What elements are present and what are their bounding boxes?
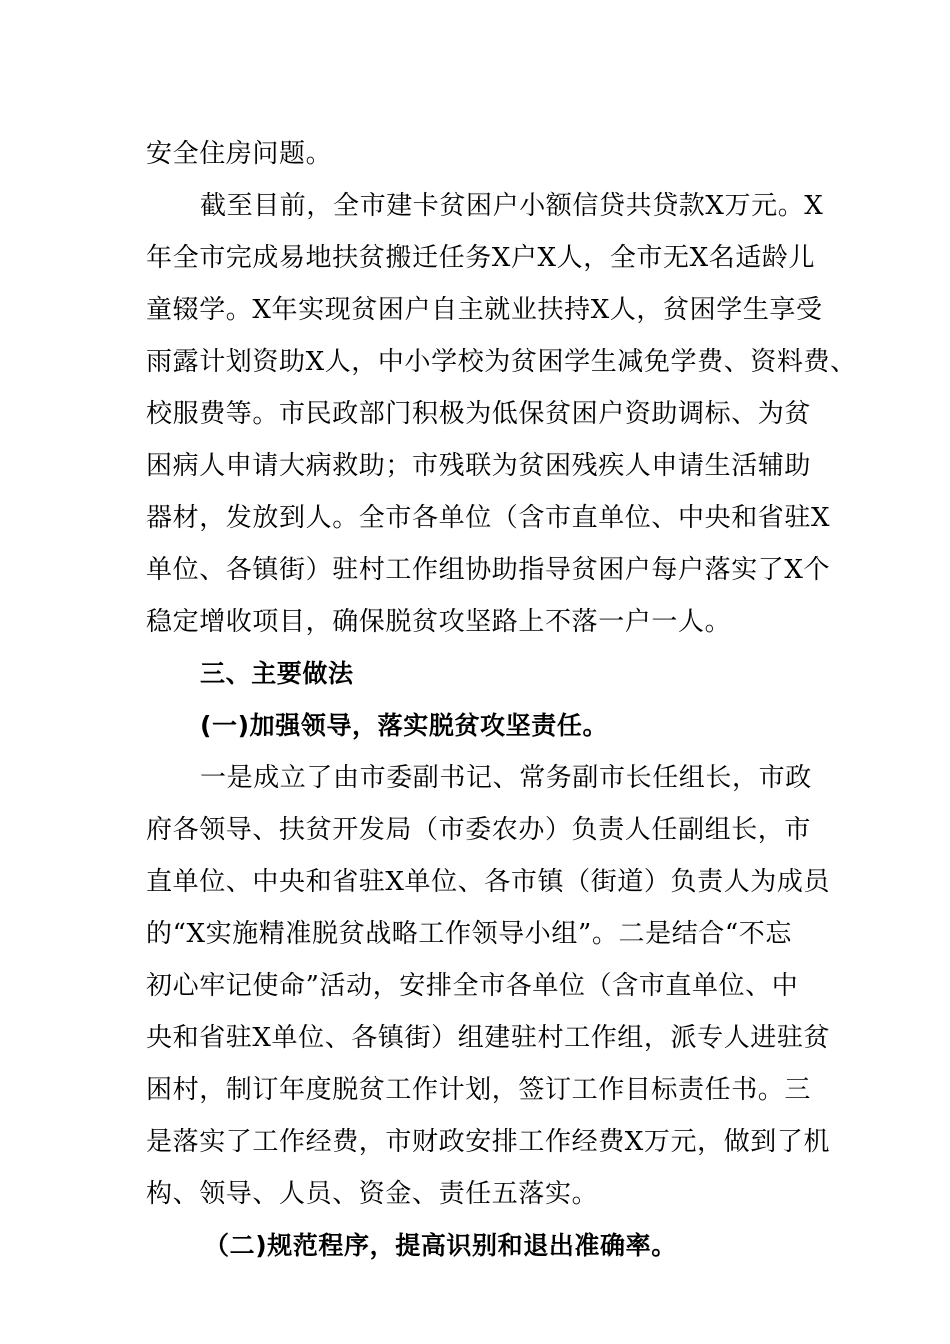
paragraph-line: 是落实了工作经费，市财政安排工作经费X万元，做到了机: [146, 1127, 831, 1157]
paragraph-line: 截至目前，全市建卡贫困户小额信贷共贷款X万元。X: [200, 191, 824, 221]
subsection-heading: （二)规范程序，提高识别和退出准确率。: [204, 1231, 677, 1260]
paragraph-line: 一是成立了由市委副书记、常务副市长任组长，市政: [200, 763, 812, 793]
document-body: [146, 128, 857, 1272]
paragraph-line: 年全市完成易地扶贫搬迁任务X户X人，全市无X名适龄儿: [146, 243, 816, 273]
paragraph-line: 困病人申请大病救助；市残联为贫困残疾人申请生活辅助: [146, 451, 812, 481]
section-heading: 三、主要做法: [200, 659, 354, 688]
paragraph-line: 构、领导、人员、资金、责任五落实。: [146, 1179, 599, 1209]
paragraph-line: 初心牢记使命”活动，安排全市各单位（含市直单位、中: [146, 971, 799, 1001]
paragraph-line: 直单位、中央和省驻X单位、各市镇（街道）负责人为成员: [146, 867, 831, 897]
paragraph-line: 府各领导、扶贫开发局（市委农办）负责人任副组长，市: [146, 815, 812, 845]
paragraph-line: 校服费等。市民政部门积极为低保贫困户资助调标、为贫: [146, 399, 812, 429]
paragraph-line: 央和省驻X单位、各镇街）组建驻村工作组，派专人进驻贫: [146, 1023, 831, 1053]
paragraph-line: 的“X实施精准脱贫战略工作领导小组”。二是结合“不忘: [146, 919, 792, 949]
subsection-heading: (一)加强领导，落实脱贫攻坚责任。: [200, 711, 609, 740]
paragraph-line: 童辍学。X年实现贫困户自主就业扶持X人，贫困学生享受: [146, 295, 823, 325]
paragraph-line: 安全住房问题。: [146, 139, 333, 169]
paragraph-line: 器材，发放到人。全市各单位（含市直单位、中央和省驻X: [146, 503, 831, 533]
paragraph-line: 雨露计划资助X人，中小学校为贫困学生减免学费、资料费、: [146, 347, 857, 377]
paragraph-line: 单位、各镇街）驻村工作组协助指导贫困户每户落实了X个: [146, 555, 831, 585]
paragraph-line: 稳定增收项目，确保脱贫攻坚路上不落一户一人。: [146, 607, 732, 637]
paragraph-line: 困村，制订年度脱贫工作计划，签订工作目标责任书。三: [146, 1075, 812, 1105]
